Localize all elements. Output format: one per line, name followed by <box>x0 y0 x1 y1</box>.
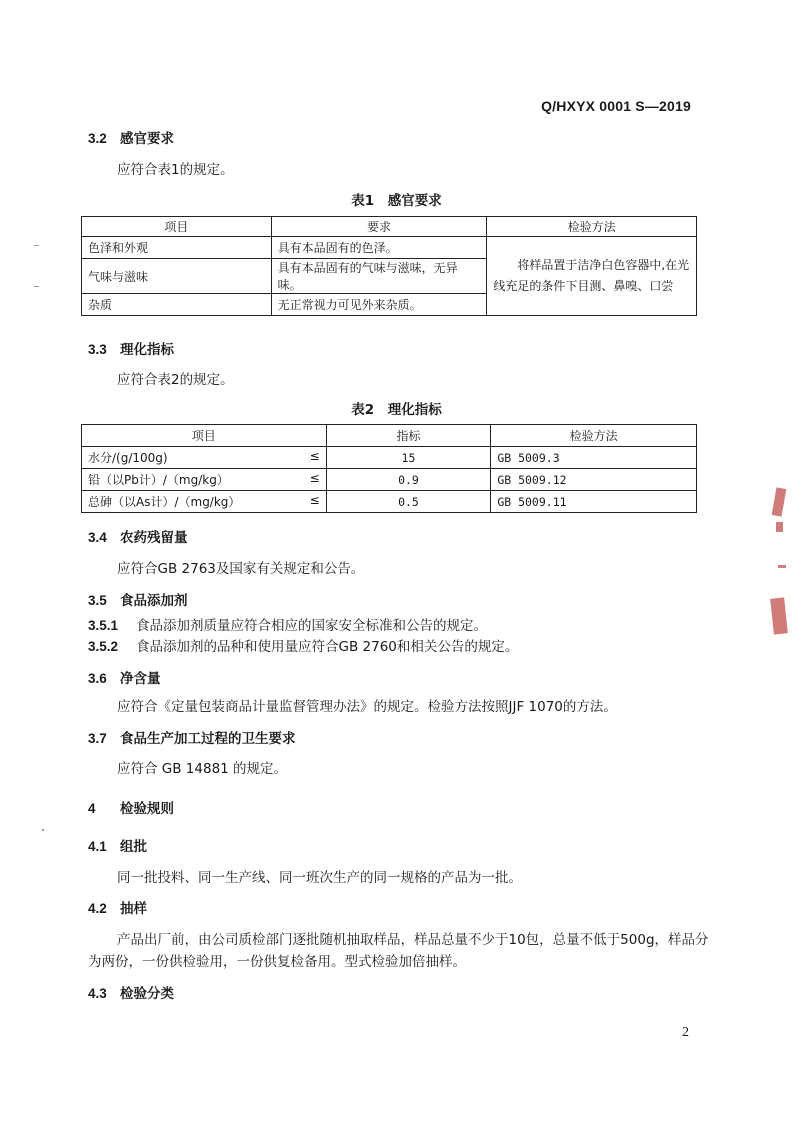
section-3-2-heading <box>88 127 174 147</box>
table-header-cell: 要求 <box>271 217 487 237</box>
operator: ≤ <box>309 449 320 463</box>
table-header-cell: 项目 <box>82 425 327 447</box>
clause-number: 3.5.2 <box>88 639 119 654</box>
method-line: 将样品置于洁净白色容器中,在光 <box>517 258 690 272</box>
section-4-1-heading <box>88 835 147 855</box>
section-3-7-text: 应符合 GB 14881 的规定。 <box>117 761 288 777</box>
table-row <box>82 491 697 513</box>
item-name: 水分/(g/100g) <box>88 451 168 465</box>
section-number: 4.1 <box>88 839 107 854</box>
section-number: 4.2 <box>88 901 107 916</box>
clause-text: 食品添加剂质量应符合相应的国家安全标准和公告的规定。 <box>136 618 487 634</box>
section-4-2-text-line2: 为两份，一份供检验用，一份供复检备用。型式检验加倍抽样。 <box>88 954 466 970</box>
section-3-6-heading <box>88 667 161 687</box>
section-number: 4.3 <box>88 986 107 1001</box>
scan-speck <box>42 829 44 831</box>
section-title: 净含量 <box>120 671 161 687</box>
clause-3-5-1 <box>88 614 487 634</box>
section-3-5-heading <box>88 589 188 609</box>
item-name: 总砷（以As计）/（mg/kg） <box>88 495 241 509</box>
clause-3-5-2 <box>88 635 518 655</box>
section-3-6-text: 应符合《定量包装商品计量监督管理办法》的规定。检验方法按照JJF 1070的方法。 <box>117 699 617 715</box>
clause-text: 食品添加剂的品种和使用量应符合GB 2760和相关公告的规定。 <box>136 639 519 655</box>
table-header-cell: 检验方法 <box>487 217 697 237</box>
table-row <box>82 469 697 491</box>
table-cell: 15 <box>326 447 491 469</box>
table-cell-method <box>487 237 697 316</box>
table-cell: 无正常视力可见外来杂质。 <box>271 294 487 316</box>
section-3-3-heading <box>88 338 174 358</box>
seal-fragment <box>772 487 787 516</box>
clause-number: 3.5.1 <box>88 618 119 633</box>
table-cell: 0.5 <box>326 491 491 513</box>
section-4-1-text: 同一批投料、同一生产线、同一班次生产的同一规格的产品为一批。 <box>117 870 522 886</box>
table-cell: 杂质 <box>82 294 272 316</box>
section-title: 感官要求 <box>120 131 174 147</box>
table-cell <box>82 491 327 513</box>
section-number: 3.6 <box>88 671 107 686</box>
operator: ≤ <box>309 471 320 485</box>
scan-speck <box>34 286 39 287</box>
table-cell: GB 5009.3 <box>491 447 697 469</box>
seal-fragment <box>776 522 783 532</box>
section-number: 4 <box>88 801 96 816</box>
section-number: 3.2 <box>88 131 107 146</box>
table-cell <box>82 447 327 469</box>
section-number: 3.3 <box>88 342 107 357</box>
table-cell: GB 5009.12 <box>491 469 697 491</box>
table-cell: 具有本品固有的气味与滋味，无异味。 <box>271 259 487 294</box>
table-header-row <box>82 425 697 447</box>
standard-code: Q/HXYX 0001 S—2019 <box>541 98 691 114</box>
section-4-2-heading <box>88 897 147 917</box>
operator: ≤ <box>309 493 320 507</box>
method-line: 线充足的条件下目测、鼻嗅、口尝 <box>493 279 674 293</box>
table-header-row <box>82 217 697 237</box>
section-3-2-text: 应符合表1的规定。 <box>117 162 234 178</box>
section-title: 抽样 <box>120 901 147 917</box>
table-1-caption: 表1 感官要求 <box>351 193 442 209</box>
table-row <box>82 237 697 259</box>
table-cell: 0.9 <box>326 469 491 491</box>
section-title: 检验规则 <box>120 801 174 817</box>
table-row <box>82 447 697 469</box>
section-4-3-heading <box>88 982 174 1002</box>
section-title: 农药残留量 <box>120 530 188 546</box>
table-cell: 气味与滋味 <box>82 259 272 294</box>
section-4-2-text-line1: 产品出厂前，由公司质检部门逐批随机抽取样品，样品总量不少于10包，总量不低于500g，样品分 <box>117 932 709 948</box>
table-header-cell: 项目 <box>82 217 272 237</box>
table-2-caption: 表2 理化指标 <box>351 402 442 418</box>
item-name: 铅（以Pb计）/（mg/kg） <box>88 473 229 487</box>
section-title: 组批 <box>120 839 147 855</box>
table-cell: GB 5009.11 <box>491 491 697 513</box>
table-cell <box>82 469 327 491</box>
section-number: 3.7 <box>88 731 107 746</box>
section-3-4-heading <box>88 526 188 546</box>
table-header-cell: 检验方法 <box>491 425 697 447</box>
seal-fragment <box>778 565 786 568</box>
section-title: 食品生产加工过程的卫生要求 <box>120 731 296 747</box>
table-1-sensory <box>81 216 697 316</box>
table-2-physicochemical <box>81 424 697 513</box>
table-header-cell: 指标 <box>326 425 491 447</box>
section-number: 3.5 <box>88 593 107 608</box>
section-3-4-text: 应符合GB 2763及国家有关规定和公告。 <box>117 561 365 577</box>
section-number: 3.4 <box>88 530 107 545</box>
section-title: 食品添加剂 <box>120 593 188 609</box>
table-cell: 具有本品固有的色泽。 <box>271 237 487 259</box>
scan-speck <box>34 245 39 246</box>
page-number: 2 <box>682 1025 689 1040</box>
seal-fragment <box>770 597 788 634</box>
section-3-7-heading <box>88 727 296 747</box>
section-4-heading <box>88 797 174 817</box>
table-cell: 色泽和外观 <box>82 237 272 259</box>
section-title: 检验分类 <box>120 986 174 1002</box>
section-3-3-text: 应符合表2的规定。 <box>117 372 234 388</box>
section-title: 理化指标 <box>120 342 174 358</box>
